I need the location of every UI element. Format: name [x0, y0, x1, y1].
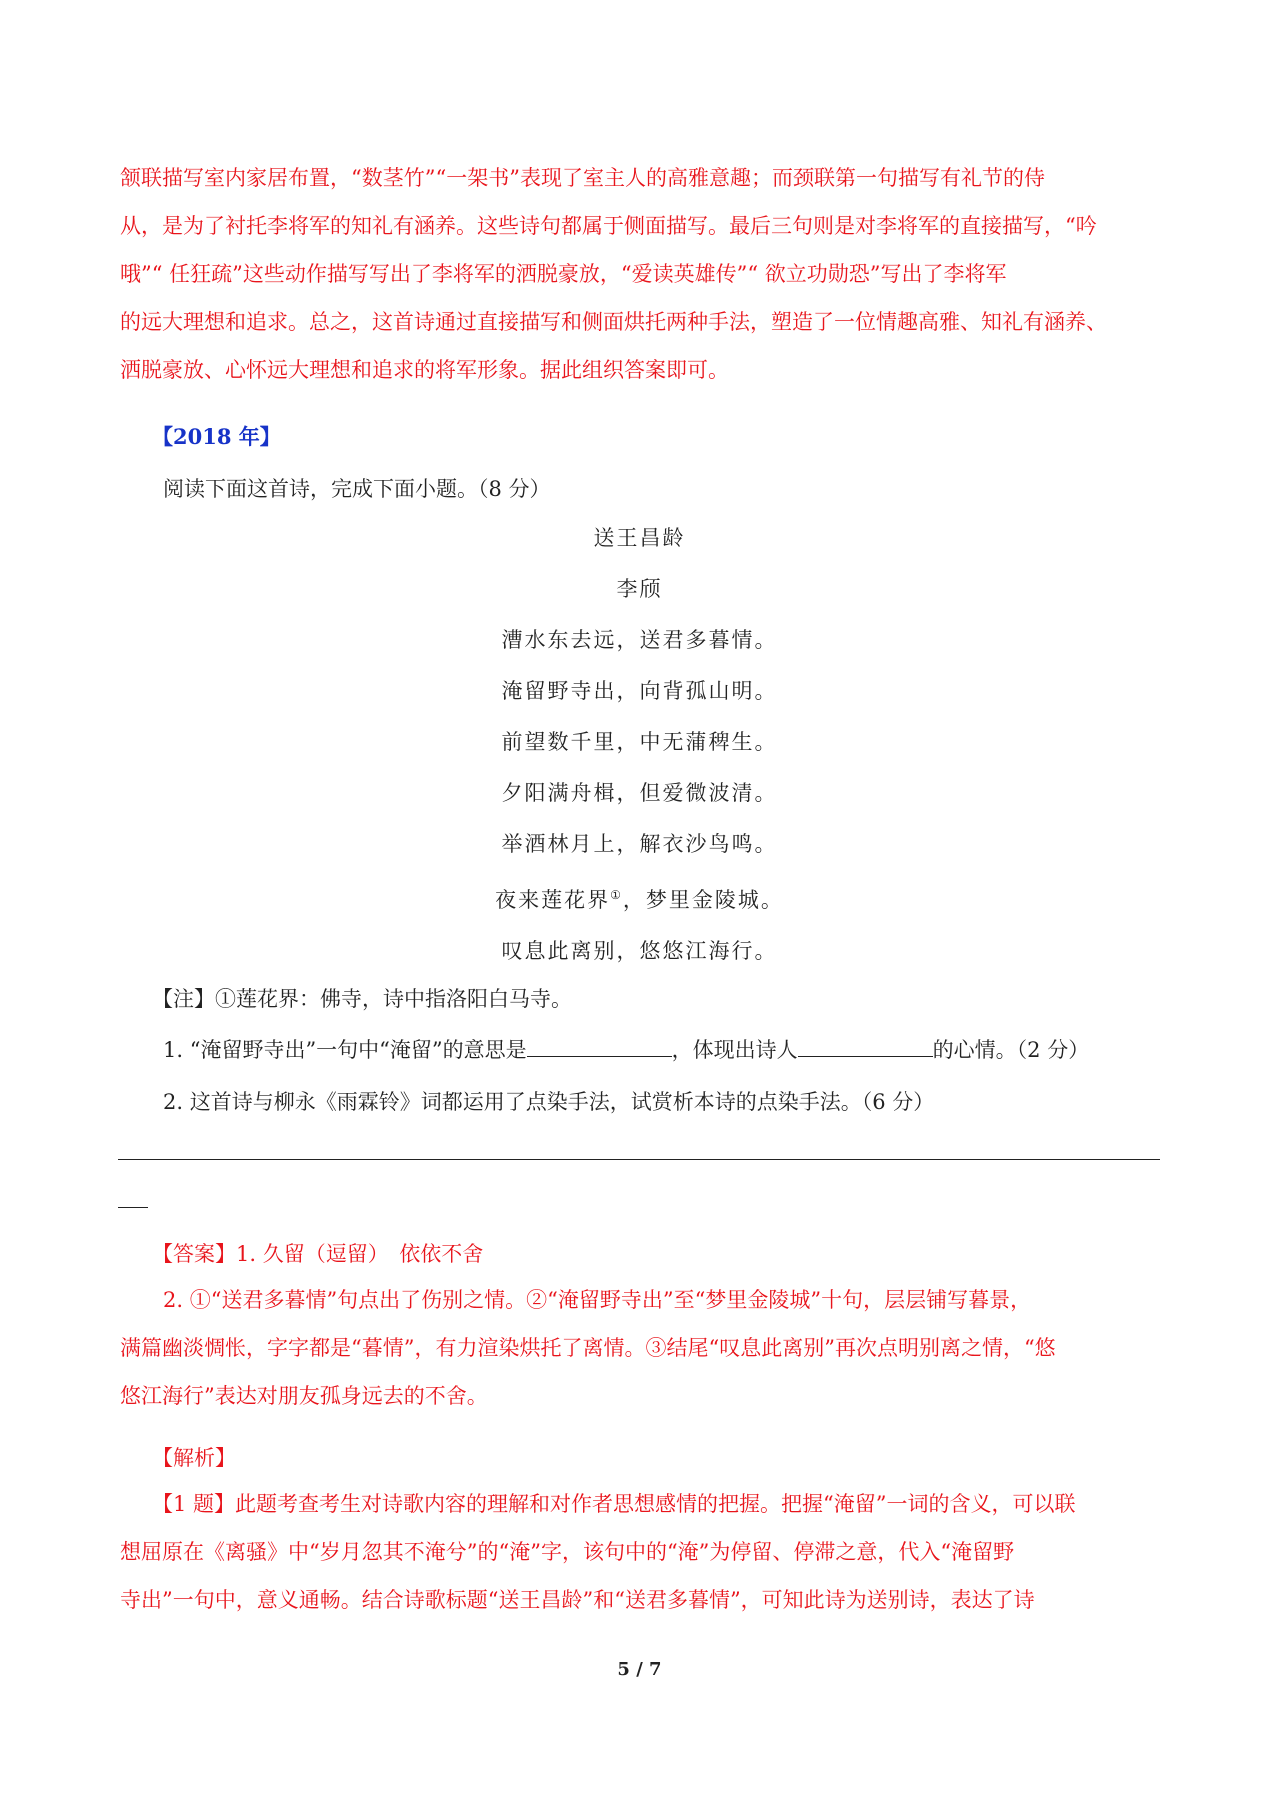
- answer-line-text: 2. ①“送君多暮情”句点出了伤别之情。②“淹留野寺出”至“梦里金陵城”十句，层层铺写暮景，: [163, 1288, 1032, 1312]
- prev-analysis: [120, 154, 1170, 394]
- analysis-line: 寺出”一句中，意义通畅。结合诗歌标题“送王昌龄”和“送君多暮情”，可知此诗为送别诗，表达了诗: [120, 1588, 1035, 1612]
- poem-line-part: 夜来莲花界: [495, 888, 611, 912]
- answer-blank[interactable]: [527, 1034, 672, 1057]
- poem-line: 叹息此离别，悠悠江海行。: [501, 939, 778, 963]
- poem-line: [0, 870, 1279, 926]
- poem-line: 漕水东去远，送君多暮情。: [501, 628, 778, 652]
- question-2: 2. 这首诗与柳永《雨霖铃》词都运用了点染手法，试赏析本诗的点染手法。（6 分）: [163, 1090, 935, 1114]
- prev-analysis-line: 从，是为了衬托李将军的知礼有涵养。这些诗句都属于侧面描写。最后三句则是对李将军的直接描写，“吟: [120, 214, 1097, 238]
- poem-note: 【注】①莲花界：佛寺，诗中指洛阳白马寺。: [152, 987, 572, 1011]
- year-heading: 【2018 年】: [152, 424, 281, 449]
- poem-line: 夕阳满舟楫，但爱微波清。: [501, 781, 778, 805]
- poem-author: 李颀: [616, 577, 663, 601]
- poem-line-part: ，梦里金陵城。: [622, 888, 784, 912]
- answer-blank[interactable]: [798, 1034, 933, 1057]
- analysis-body: [120, 1480, 1170, 1624]
- question-1-text: 的心情。（2 分）: [932, 1038, 1090, 1062]
- question-1-text: 1. “淹留野寺出”一句中“淹留”的意思是: [163, 1038, 527, 1062]
- analysis-line: 【1 题】此题考查考生对诗歌内容的理解和对作者思想感情的把握。把握“淹留”一词的含义，可以联: [152, 1492, 1076, 1516]
- page-number: 5 / 7: [617, 1659, 662, 1680]
- answer-line-text: 满篇幽淡惆怅，字字都是“暮情”，有力渲染烘托了离情。③结尾“叹息此离别”再次点明别离之情，“悠: [120, 1336, 1056, 1360]
- instruction: 阅读下面这首诗，完成下面小题。（8 分）: [163, 477, 551, 501]
- poem-line: 淹留野寺出，向背孤山明。: [501, 679, 778, 703]
- question-1: [163, 1034, 1089, 1064]
- poem-line: 前望数千里，中无蒲稗生。: [501, 730, 778, 754]
- footnote-mark: ①: [610, 888, 623, 902]
- prev-analysis-line: 颔联描写室内家居布置，“数茎竹”“一架书”表现了室主人的高雅意趣；而颈联第一句描写有礼节的侍: [120, 166, 1045, 190]
- question-1-text: ，体现出诗人: [671, 1038, 798, 1062]
- answer-line[interactable]: [118, 1207, 148, 1208]
- answer-line[interactable]: [118, 1159, 1160, 1160]
- prev-analysis-line: 的远大理想和追求。总之，这首诗通过直接描写和侧面烘托两种手法，塑造了一位情趣高雅、知礼有涵养、: [120, 310, 1107, 334]
- analysis-label: 【解析】: [152, 1446, 236, 1470]
- prev-analysis-line: 哦”“ 任狂疏”这些动作描写写出了李将军的洒脱豪放，“爱读英雄传”“ 欲立功勋恐”写出了李将军: [120, 262, 1007, 286]
- poem-line: 举酒林月上，解衣沙鸟鸣。: [501, 832, 778, 856]
- answer-line-text: 悠江海行”表达对朋友孤身远去的不舍。: [120, 1384, 488, 1408]
- poem-title: 送王昌龄: [593, 526, 686, 550]
- prev-analysis-line: 洒脱豪放、心怀远大理想和追求的将军形象。据此组织答案即可。: [120, 358, 729, 382]
- analysis-line: 想屈原在《离骚》中“岁月忽其不淹兮”的“淹”字，该句中的“淹”为停留、停滞之意，代入“淹留野: [120, 1540, 1015, 1564]
- answer-q2: [120, 1276, 1170, 1420]
- poem: [0, 513, 1279, 977]
- answer-label: 【答案】1. 久留（逗留） 依依不舍: [152, 1242, 484, 1266]
